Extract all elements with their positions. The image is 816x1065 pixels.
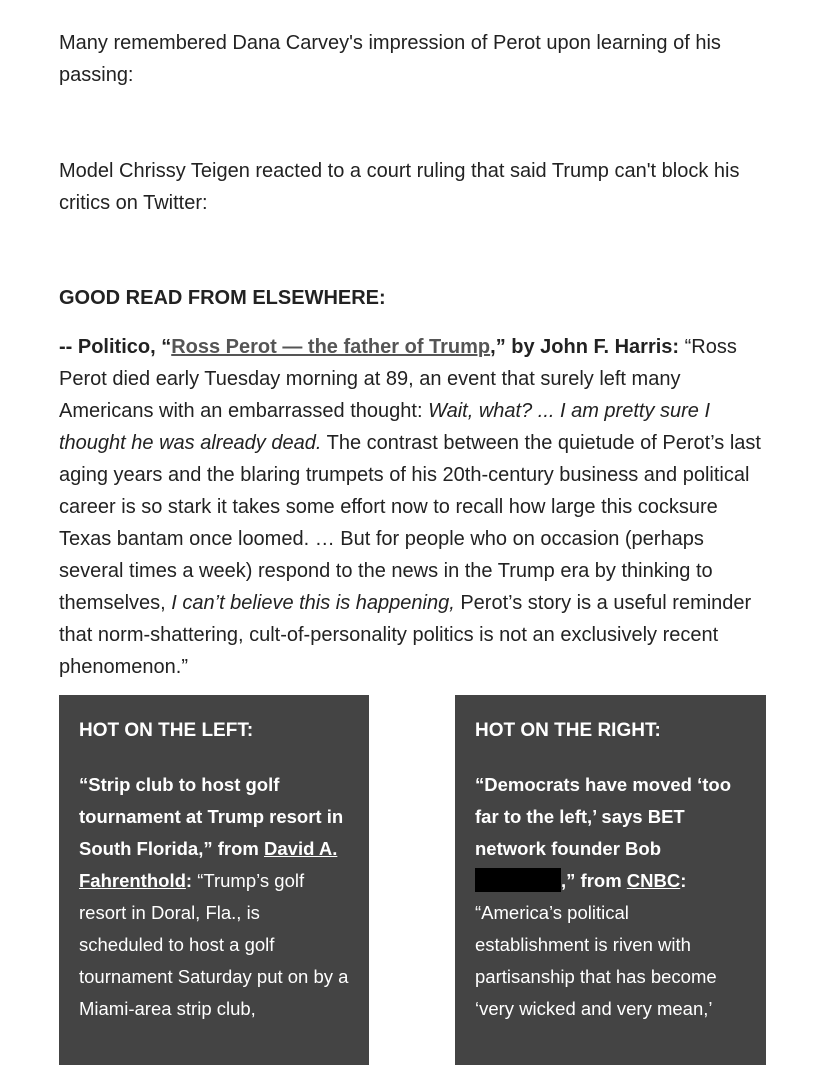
author-link[interactable]: David A. Fahrenthold xyxy=(79,838,338,891)
quote-italic: I can’t believe this is happening, xyxy=(171,592,455,614)
hot-right-body xyxy=(475,769,746,1025)
hot-right-excerpt: “America’s political establishment is riven with partisanship that has become ‘very wicked and very mean,’ xyxy=(475,902,717,1019)
politico-article-link[interactable]: Ross Perot — the father of Trump xyxy=(171,336,491,358)
headline-text: “Democrats have moved ‘too far to the left,’ says BET network founder Bob xyxy=(475,774,731,859)
hot-on-right-box xyxy=(455,695,766,1065)
good-read-heading: GOOD READ FROM ELSEWHERE: xyxy=(59,287,386,309)
hot-left-body xyxy=(79,769,349,1025)
quote-text: Perot’s story is a useful reminder that norm-shattering, cult-of-personality politics is not an exclusively recent phenomenon.” xyxy=(59,592,752,678)
quote-text: The contrast between the quietude of Perot’s last aging years and the blaring trumpets of his 20th-century business and political career is so stark it takes some effort now to recall how large this cocksure Texas bantam once loomed. … But for people who on occasion (perhaps several times a week) respond to the news in the Trump era by thinking to themselves, xyxy=(59,432,761,614)
hot-on-left-box xyxy=(59,695,369,1065)
good-read-lead xyxy=(59,336,679,358)
hot-left-excerpt: “Trump’s golf resort in Doral, Fla., is scheduled to host a golf tournament Saturday put on by a Miami-area strip club, xyxy=(79,870,349,1019)
colon: : xyxy=(185,870,193,891)
cnbc-link[interactable]: CNBC xyxy=(626,870,681,891)
lead-suffix: ,” by John F. Harris: xyxy=(490,336,680,358)
hot-right-headline xyxy=(475,774,731,891)
headline-text: ,” from xyxy=(561,870,627,891)
headline-text: “Strip club to host golf tournament at Trump resort in South Florida,” from xyxy=(79,774,344,859)
colon: : xyxy=(680,870,687,891)
lead-prefix: -- Politico, “ xyxy=(59,336,172,358)
good-read-paragraph xyxy=(59,331,771,683)
hot-right-title: HOT ON THE RIGHT: xyxy=(475,720,661,741)
quote-text: “Ross Perot died early Tuesday morning at 89, an event that surely left many Americans with an embarrassed thought: xyxy=(59,336,737,422)
quote-italic: Wait, what? ... I am pretty sure I thought he was already dead. xyxy=(59,400,711,454)
teigen-paragraph: Model Chrissy Teigen reacted to a court ruling that said Trump can't block his critics on Twitter: xyxy=(59,160,740,214)
redaction-bar xyxy=(475,868,561,892)
carvey-paragraph: Many remembered Dana Carvey's impression of Perot upon learning of his passing: xyxy=(59,32,721,86)
hot-left-title: HOT ON THE LEFT: xyxy=(79,720,254,741)
